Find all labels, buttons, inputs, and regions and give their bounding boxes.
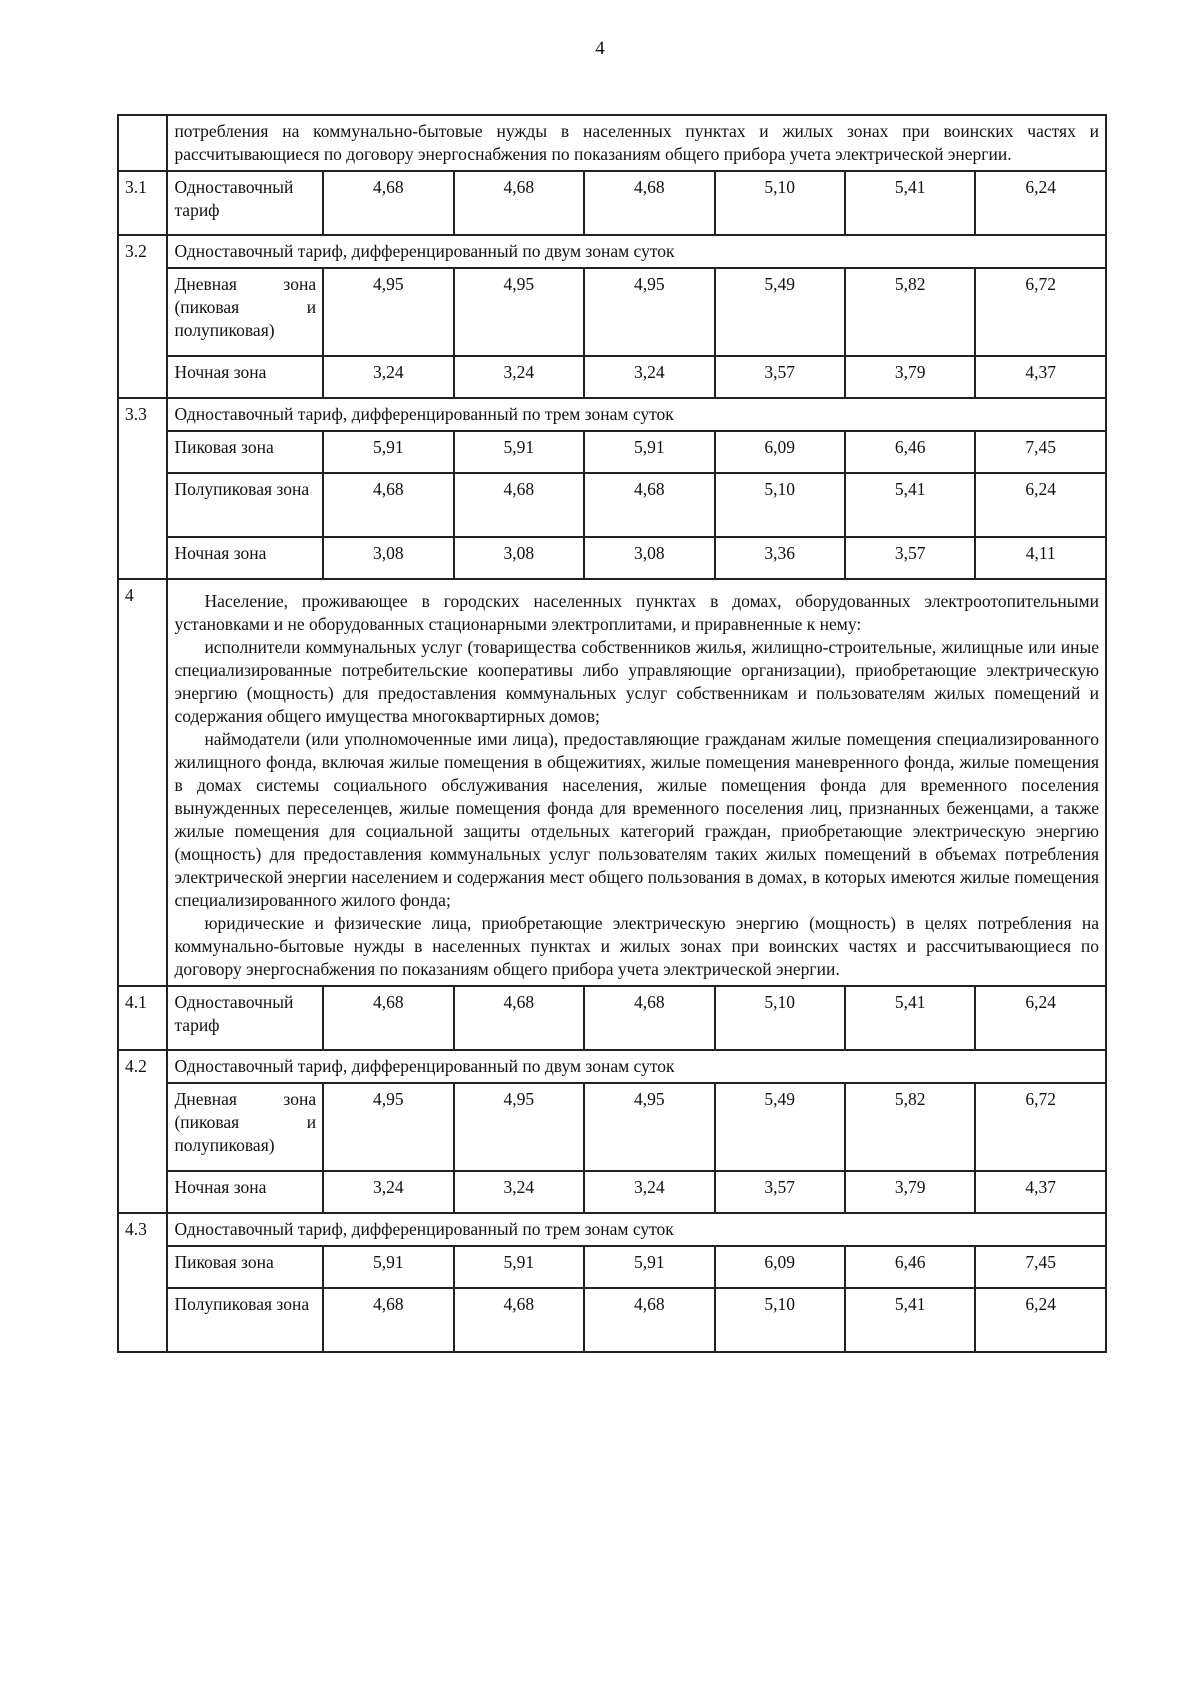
section-heading: Одноставочный тариф, дифференцированный по двум зонам суток: [167, 235, 1106, 268]
tariff-value: 5,10: [715, 986, 845, 1050]
tariff-value: 5,91: [454, 1246, 584, 1288]
row-number: 4: [118, 579, 167, 986]
tariff-value: 6,46: [845, 1246, 975, 1288]
tariff-value: 3,79: [845, 356, 975, 398]
tariff-value: 3,57: [715, 1171, 845, 1213]
row-label: Полупиковая зона: [167, 473, 323, 537]
intro-text: потребления на коммунально-бытовые нужды в населенных пунктах и жилых зонах при воинских частях и рассчитывающиеся по договору энергоснабжения по показаниям общего прибора учета электрической энергии.: [167, 115, 1106, 171]
tariff-value: 4,95: [584, 1083, 714, 1171]
tariff-value: 5,91: [323, 1246, 453, 1288]
tariff-value: 6,24: [975, 171, 1106, 235]
tariff-value: 5,82: [845, 268, 975, 356]
tariff-value: 4,68: [584, 986, 714, 1050]
row-label: Ночная зона: [167, 356, 323, 398]
tariff-value: 4,95: [323, 268, 453, 356]
tariff-value: 5,10: [715, 473, 845, 537]
tariff-value: 6,24: [975, 1288, 1106, 1352]
tariff-value: 4,68: [454, 986, 584, 1050]
row-number: 4.3: [118, 1213, 167, 1352]
tariff-value: 3,08: [454, 537, 584, 579]
tariff-value: 5,41: [845, 171, 975, 235]
tariff-value: 5,82: [845, 1083, 975, 1171]
paragraph: исполнители коммунальных услуг (товарищества собственников жилья, жилищно-строительные, жилищные или иные специализированные потребительские кооперативы либо управляющие организации), приобретающие электрическую энергию (мощность) для предоставления коммунальных услуг собственникам и пользователям жилых помещений и содержания общего имущества многоквартирных домов;: [174, 637, 1099, 726]
table-row: [118, 115, 1106, 171]
tariff-value: 4,68: [323, 171, 453, 235]
table-row: [118, 235, 1106, 268]
table-row: [118, 1083, 1106, 1171]
tariff-value: 3,24: [454, 1171, 584, 1213]
table-row: [118, 1171, 1106, 1213]
paragraph: юридические и физические лица, приобретающие электрическую энергию (мощность) в целях потребления на коммунально-бытовые нужды в населенных пунктах и жилых зонах при воинских частях и рассчитывающиеся по договору энергоснабжения по показаниям общего прибора учета электрической энергии.: [174, 913, 1099, 979]
tariff-value: 6,46: [845, 431, 975, 473]
tariff-value: 4,68: [454, 1288, 584, 1352]
tariff-value: 5,41: [845, 1288, 975, 1352]
table-row: [118, 398, 1106, 431]
tariff-value: 4,68: [454, 473, 584, 537]
tariff-value: 4,68: [323, 1288, 453, 1352]
row-number: 4.2: [118, 1050, 167, 1213]
table-row: [118, 1213, 1106, 1246]
tariff-value: 4,95: [454, 1083, 584, 1171]
tariff-value: 4,37: [975, 1171, 1106, 1213]
tariff-value: 6,72: [975, 1083, 1106, 1171]
tariff-value: 5,49: [715, 1083, 845, 1171]
tariff-value: 5,49: [715, 268, 845, 356]
section-heading: Одноставочный тариф, дифференцированный по трем зонам суток: [167, 398, 1106, 431]
tariff-value: 6,72: [975, 268, 1106, 356]
row-label: Одноставочный тариф: [167, 171, 323, 235]
tariff-value: 3,24: [454, 356, 584, 398]
table-row: [118, 356, 1106, 398]
row-number: 3.3: [118, 398, 167, 579]
section-heading: Одноставочный тариф, дифференцированный по двум зонам суток: [167, 1050, 1106, 1083]
tariff-value: 6,24: [975, 986, 1106, 1050]
tariff-value: 3,08: [584, 537, 714, 579]
row-label: Полупиковая зона: [167, 1288, 323, 1352]
table-row: [118, 1050, 1106, 1083]
tariff-value: 3,36: [715, 537, 845, 579]
table-row: [118, 537, 1106, 579]
tariff-value: 5,91: [584, 431, 714, 473]
table-row: [118, 171, 1106, 235]
row-label: Дневная зона (пиковая и полупиковая): [167, 1083, 323, 1171]
tariff-value: 5,41: [845, 473, 975, 537]
tariff-value: 4,95: [323, 1083, 453, 1171]
tariff-value: 5,10: [715, 1288, 845, 1352]
tariff-value: 6,24: [975, 473, 1106, 537]
row-number: 4.1: [118, 986, 167, 1050]
row-label: Пиковая зона: [167, 1246, 323, 1288]
tariff-value: 3,24: [584, 1171, 714, 1213]
tariff-value: 5,10: [715, 171, 845, 235]
row-label: Ночная зона: [167, 1171, 323, 1213]
tariff-value: 5,91: [323, 431, 453, 473]
row-label: Одноставочный тариф: [167, 986, 323, 1050]
row-number: 3.2: [118, 235, 167, 398]
table-row: [118, 473, 1106, 537]
tariff-value: 7,45: [975, 431, 1106, 473]
tariff-value: 4,68: [584, 473, 714, 537]
table-row: [118, 986, 1106, 1050]
row-label: Ночная зона: [167, 537, 323, 579]
tariff-value: 3,79: [845, 1171, 975, 1213]
tariff-value: 4,68: [323, 986, 453, 1050]
table-row: [118, 579, 1106, 986]
tariff-value: 3,57: [715, 356, 845, 398]
row-number: [118, 115, 167, 171]
paragraph: Население, проживающее в городских населенных пунктах в домах, оборудованных электроотопительными установками и не оборудованных стационарными электроплитами, и приравненные к нему:: [174, 591, 1099, 634]
row-label: Пиковая зона: [167, 431, 323, 473]
tariff-value: 6,09: [715, 431, 845, 473]
page-number: 4: [595, 38, 605, 59]
tariff-table: [117, 114, 1107, 1353]
row-label: Дневная зона (пиковая и полупиковая): [167, 268, 323, 356]
section-4-text: [167, 579, 1106, 986]
table-row: [118, 431, 1106, 473]
tariff-value: 4,11: [975, 537, 1106, 579]
row-number: 3.1: [118, 171, 167, 235]
table-row: [118, 1288, 1106, 1352]
tariff-value: 3,24: [323, 356, 453, 398]
tariff-value: 4,95: [584, 268, 714, 356]
tariff-value: 4,68: [323, 473, 453, 537]
tariff-value: 5,41: [845, 986, 975, 1050]
tariff-value: 4,68: [454, 171, 584, 235]
table-row: [118, 268, 1106, 356]
section-heading: Одноставочный тариф, дифференцированный по трем зонам суток: [167, 1213, 1106, 1246]
tariff-value: 4,37: [975, 356, 1106, 398]
tariff-value: 5,91: [584, 1246, 714, 1288]
tariff-value: 4,95: [454, 268, 584, 356]
tariff-value: 6,09: [715, 1246, 845, 1288]
tariff-value: 4,68: [584, 1288, 714, 1352]
tariff-value: 3,24: [584, 356, 714, 398]
table-row: [118, 1246, 1106, 1288]
tariff-value: 7,45: [975, 1246, 1106, 1288]
tariff-value: 3,24: [323, 1171, 453, 1213]
tariff-value: 3,57: [845, 537, 975, 579]
paragraph: наймодатели (или уполномоченные ими лица), предоставляющие гражданам жилые помещения специализированного жилищного фонда, включая жилые помещения в общежитиях, жилые помещения маневренного фонда, жилые помещения в домах системы социального обслуживания населения, жилые помещения фонда для временного поселения вынужденных переселенцев, жилые помещения фонда для временного поселения лиц, признанных беженцами, а также жилые помещения для социальной защиты отдельных категорий граждан, приобретающие электрическую энергию (мощность) для предоставления коммунальных услуг пользователям таких жилых помещений в объемах потребления электрической энергии населением и содержания мест общего пользования в домах, в которых имеются жилые помещения специализированного жилого фонда;: [174, 729, 1099, 910]
tariff-value: 5,91: [454, 431, 584, 473]
tariff-value: 3,08: [323, 537, 453, 579]
tariff-value: 4,68: [584, 171, 714, 235]
